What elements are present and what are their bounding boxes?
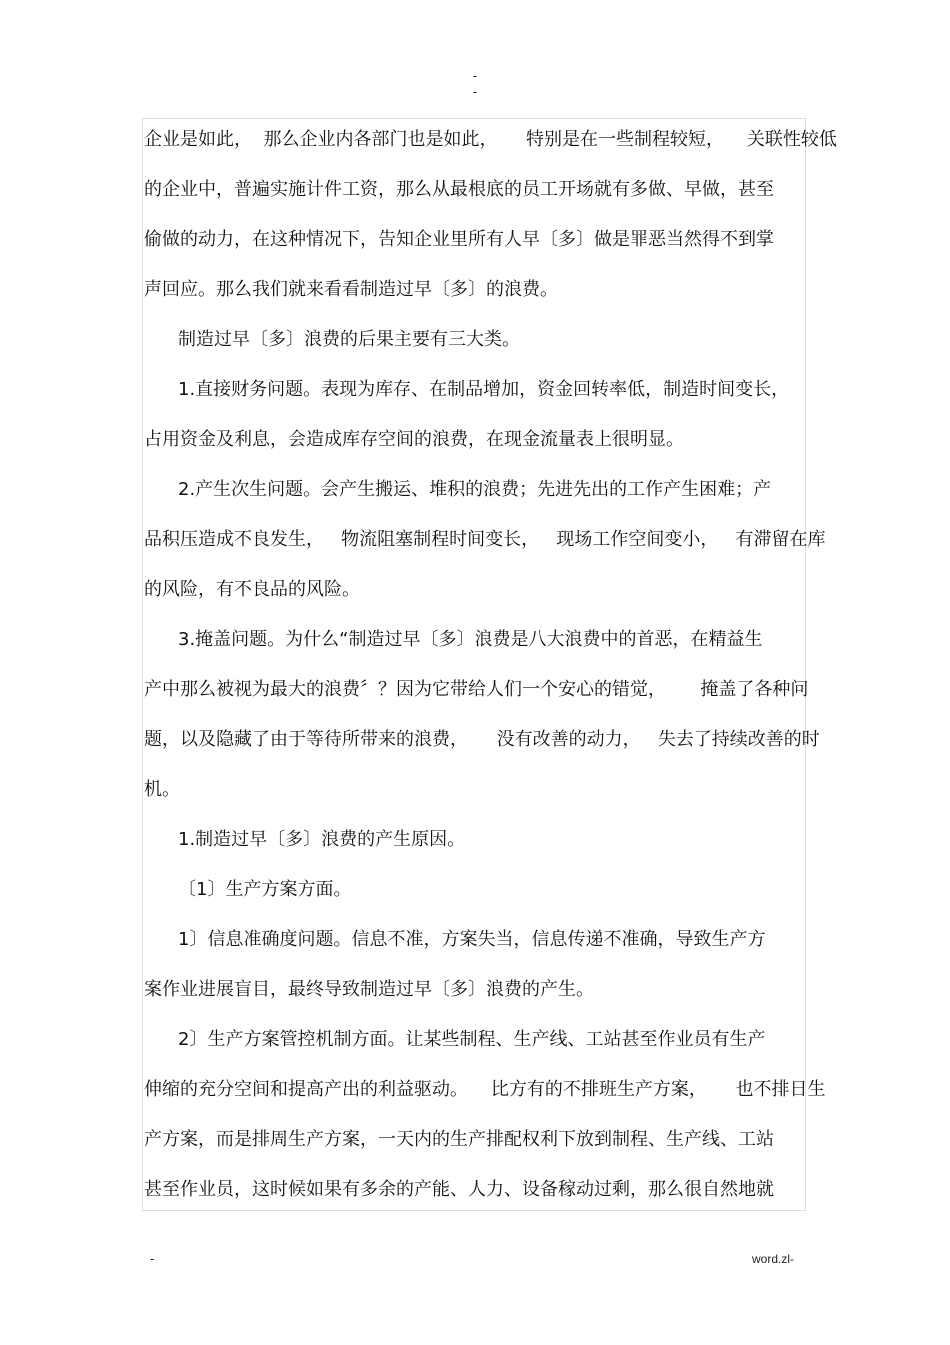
document-body bbox=[144, 118, 837, 1218]
body-line: 企业是如此， 那么企业内各部门也是如此， 特别是在一些制程较短， 关联性较低 bbox=[144, 129, 837, 150]
body-line: 的风险，有不良品的风险。 bbox=[144, 579, 360, 600]
header-dash-top: - bbox=[472, 69, 478, 83]
paragraph-first-line: 3.掩盖问题。为什么“制造过早〔多〕浪费是八大浪费中的首恶，在精益生 bbox=[178, 629, 763, 650]
body-line: 品积压造成不良发生， 物流阻塞制程时间变长， 现场工作空间变小， 有滞留在库 bbox=[144, 529, 826, 550]
body-line: 甚至作业员，这时候如果有多余的产能、人力、设备稼动过剩，那么很自然地就 bbox=[144, 1179, 774, 1200]
body-line: 产方案，而是排周生产方案，一天内的生产排配权利下放到制程、生产线、工站 bbox=[144, 1129, 774, 1150]
footer-left-mark: - bbox=[150, 1252, 155, 1266]
subsection-heading: 〔1〕生产方案方面。 bbox=[178, 879, 352, 900]
section-heading: 1.制造过早〔多〕浪费的产生原因。 bbox=[178, 829, 466, 850]
paragraph-first-line: 1.直接财务问题。表现为库存、在制品增加，资金回转率低，制造时间变长， bbox=[178, 379, 790, 400]
body-line: 的企业中，普遍实施计件工资，那么从最根底的员工开场就有多做、早做，甚至 bbox=[144, 179, 774, 200]
paragraph-first-line: 2〕生产方案管控机制方面。让某些制程、生产线、工站甚至作业员有生产 bbox=[178, 1029, 766, 1050]
body-line: 案作业进展盲目，最终导致制造过早〔多〕浪费的产生。 bbox=[144, 979, 594, 1000]
body-line: 题，以及隐藏了由于等待所带来的浪费， 没有改善的动力， 失去了持续改善的时 bbox=[144, 729, 820, 750]
header-dash-bottom: - bbox=[472, 85, 478, 99]
paragraph-first-line: 2.产生次生问题。会产生搬运、堆积的浪费；先进先出的工作产生困难；产 bbox=[178, 479, 772, 500]
footer-source: word.zl- bbox=[752, 1252, 795, 1266]
body-line: 占用资金及利息，会造成库存空间的浪费，在现金流量表上很明显。 bbox=[144, 429, 684, 450]
body-line: 机。 bbox=[144, 779, 180, 800]
paragraph-first-line: 制造过早〔多〕浪费的后果主要有三大类。 bbox=[178, 329, 520, 350]
body-line: 产中那么被视为最大的浪费〞？因为它带给人们一个安心的错觉， 掩盖了各种问 bbox=[144, 679, 809, 700]
body-line: 偷做的动力，在这种情况下，告知企业里所有人早〔多〕做是罪恶当然得不到掌 bbox=[144, 229, 774, 250]
body-line: 声回应。那么我们就来看看制造过早〔多〕的浪费。 bbox=[144, 279, 558, 300]
body-line: 伸缩的充分空间和提高产出的利益驱动。 比方有的不排班生产方案， 也不排日生 bbox=[144, 1079, 826, 1100]
paragraph-first-line: 1〕信息准确度问题。信息不准，方案失当，信息传递不准确，导致生产方 bbox=[178, 929, 766, 950]
